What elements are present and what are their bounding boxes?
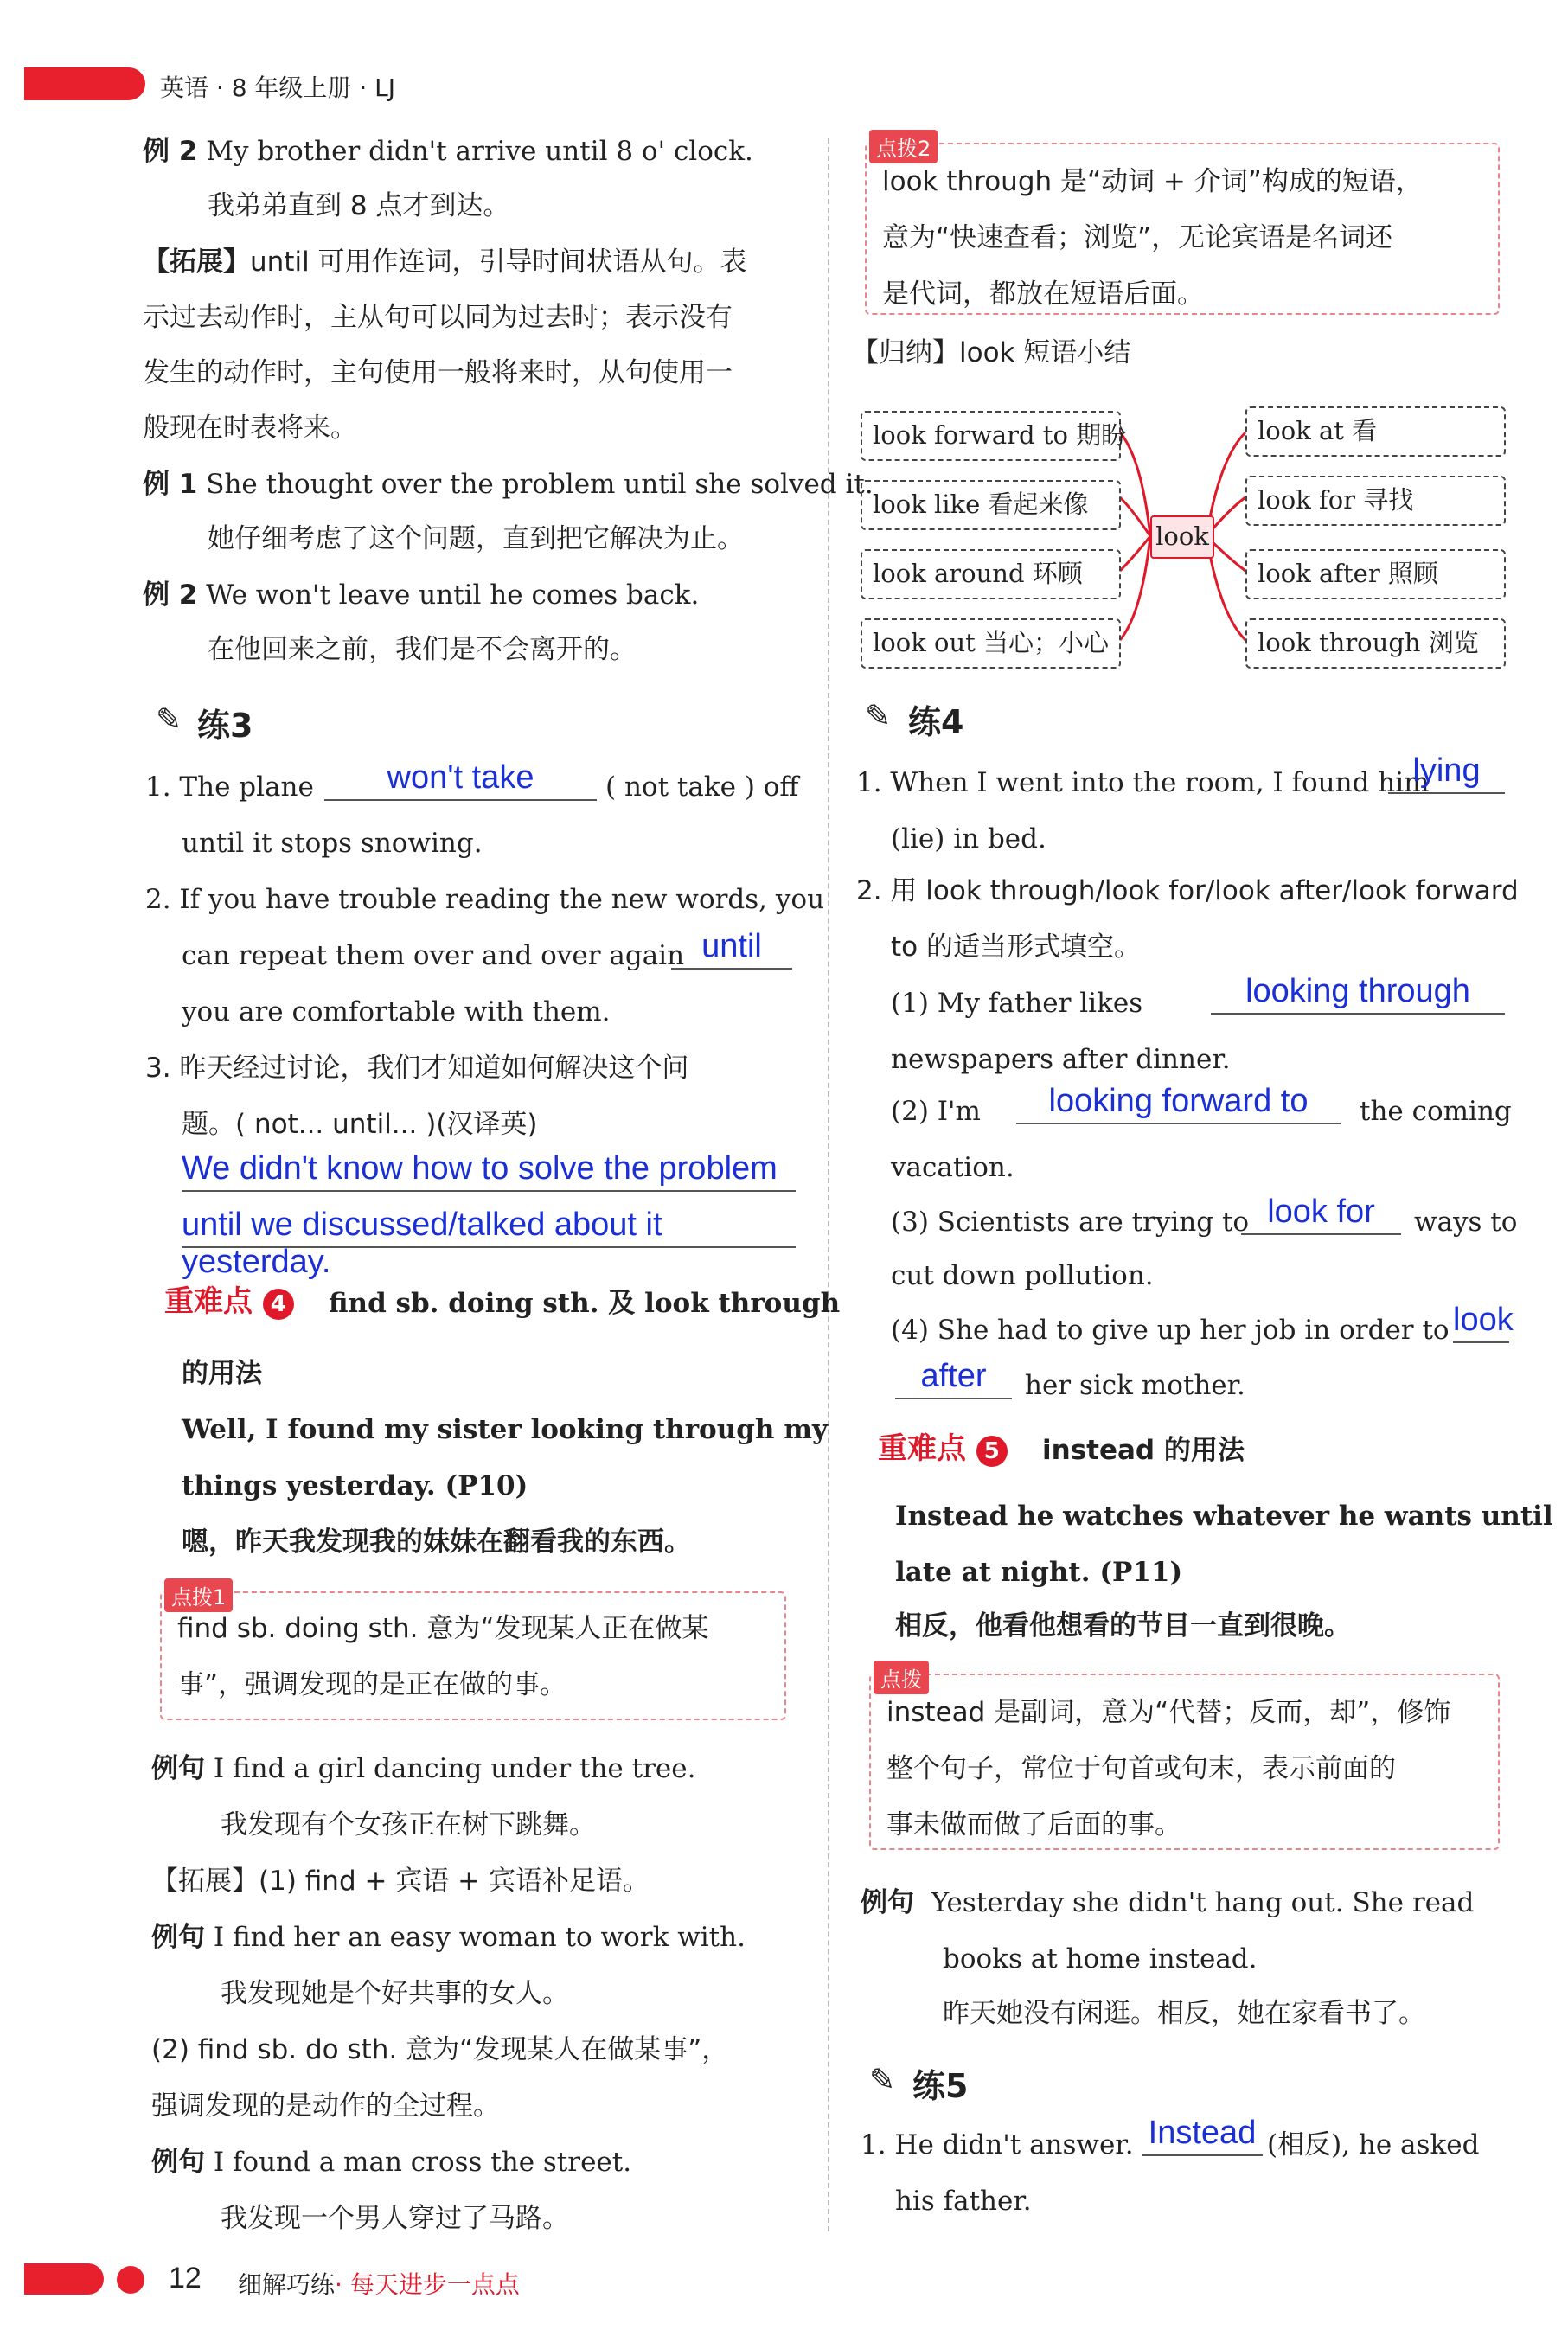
expand-line-4: 般现在时表将来。 — [143, 413, 357, 444]
r1-answer-field[interactable]: lying — [1388, 752, 1505, 794]
q2-line-3: you are comfortable with them. — [182, 996, 611, 1027]
r2c-line-2: cut down pollution. — [891, 1260, 1154, 1291]
r5-answer-field[interactable]: Instead — [1142, 2115, 1263, 2156]
look-map-center: look — [1150, 515, 1214, 559]
tip-3-line-3: 事未做而做了后面的事。 — [886, 1809, 1181, 1840]
map-look-forward-to: look forward to 期盼 — [861, 411, 1121, 461]
q2-answer-field[interactable]: until — [671, 928, 792, 970]
r2a-line-2: newspapers after dinner. — [891, 1044, 1231, 1075]
r2-line-2: to 的适当形式填空。 — [891, 931, 1141, 963]
r2b-post: the coming — [1360, 1096, 1512, 1127]
expand-3-line-1: (2) find sb. do sth. 意为“发现某人在做某事”， — [151, 2034, 729, 2065]
tip-1-line-1: find sb. doing sth. 意为“发现某人正在做某 — [177, 1613, 709, 1644]
example-2-en: 例 2 My brother didn't arrive until 8 o' clock. — [143, 136, 753, 167]
tip-3-label: 点拨 — [874, 1661, 929, 1694]
r1-line-2: (lie) in bed. — [891, 823, 1046, 855]
key-point-5-en-1: Instead he watches whatever he wants until — [895, 1501, 1553, 1532]
map-look-for: look for 寻找 — [1245, 476, 1506, 526]
q1-line-2: until it stops snowing. — [182, 828, 483, 859]
key-point-4-cn: 嗯，昨天我发现我的妹妹在翻看我的东西。 — [182, 1527, 691, 1558]
tip-2-line-2: 意为“快速查看；浏览”，无论宾语是名词还 — [882, 222, 1393, 253]
example-1b-en: 例 1 She thought over the problem until she solved it. — [143, 469, 874, 500]
r2b-line-1: (2) I'm — [891, 1096, 981, 1127]
q3-line-1: 3. 昨天经过讨论，我们才知道如何解决这个问 — [145, 1053, 689, 1084]
r2c-answer-field[interactable]: look for — [1241, 1194, 1401, 1235]
tip-2-label: 点拨2 — [869, 130, 938, 163]
map-look-at: look at 看 — [1245, 406, 1506, 457]
q1-line-1: 1. The plane — [145, 771, 314, 803]
summary-heading: 【归纳】look 短语小结 — [852, 337, 1131, 368]
page-number: 12 — [169, 2262, 202, 2295]
example-sentence-2: 例句 I find her an easy woman to work with. — [151, 1922, 746, 1953]
example-2-cn: 我弟弟直到 8 点才到达。 — [208, 190, 510, 221]
r2b-line-2: vacation. — [891, 1152, 1014, 1183]
exercise-3-heading: 练3 — [197, 707, 253, 745]
key-point-4-en-2: things yesterday. (P10) — [182, 1470, 528, 1501]
expand-line-1: 【拓展】until 可用作连词，引导时间状语从句。表 — [143, 246, 747, 278]
q2-line-1: 2. If you have trouble reading the new words, you — [145, 884, 825, 915]
column-divider — [828, 138, 829, 2231]
q1-post: ( not take ) off — [605, 771, 799, 803]
map-look-through: look through 浏览 — [1245, 618, 1506, 669]
q3-answer-line-2[interactable]: until we discussed/talked about it yesterday. — [182, 1207, 796, 1248]
example-2b-en: 例 2 We won't leave until he comes back. — [143, 579, 700, 611]
r2c-line-1: (3) Scientists are trying to — [891, 1207, 1250, 1238]
tip-2-line-1: look through 是“动词 + 介词”构成的短语， — [882, 166, 1423, 197]
footer-dot — [117, 2266, 144, 2294]
example-sentence-3-cn: 我发现一个男人穿过了马路。 — [221, 2203, 569, 2234]
key-point-4-title: find sb. doing sth. 及 look through — [329, 1288, 841, 1319]
r5-line-2: his father. — [895, 2186, 1032, 2217]
tip-1-label: 点拨1 — [164, 1578, 233, 1612]
example-sentence-1-cn: 我发现有个女孩正在树下跳舞。 — [221, 1809, 596, 1840]
r2d-post: her sick mother. — [1025, 1370, 1245, 1401]
footer-brand: 细解巧练· 每天进步一点点 — [238, 2270, 520, 2299]
example-sentence-r-2: books at home instead. — [943, 1943, 1258, 1975]
pencil-icon: ✎ — [865, 699, 892, 734]
header-title: 英语 · 8 年级上册 · LJ — [160, 74, 395, 102]
key-point-5-en-2: late at night. (P11) — [895, 1557, 1183, 1588]
example-1b-cn: 她仔细考虑了这个问题，直到把它解决为止。 — [208, 523, 744, 554]
q1-answer-field[interactable]: won't take — [324, 759, 597, 801]
footer-red-bar — [24, 2263, 104, 2295]
map-look-around: look around 环顾 — [861, 549, 1121, 599]
key-point-5-title: instead 的用法 — [1042, 1435, 1245, 1466]
example-2b-cn: 在他回来之前，我们是不会离开的。 — [208, 634, 637, 665]
q3-line-2: 题。( not... until... )(汉译英) — [182, 1109, 538, 1140]
r2a-line-1: (1) My father likes — [891, 988, 1143, 1019]
key-point-4-number: 4 — [263, 1289, 294, 1320]
tip-2-line-3: 是代词，都放在短语后面。 — [882, 278, 1204, 310]
pencil-icon: ✎ — [156, 702, 182, 738]
r2d-answer-field-2[interactable]: after — [895, 1358, 1012, 1399]
r5-line-1: 1. He didn't answer. — [861, 2129, 1134, 2160]
example-sentence-r: 例句 Yesterday she didn't hang out. She read — [861, 1887, 1475, 1918]
key-point-5-number: 5 — [976, 1436, 1008, 1467]
tip-3-line-1: instead 是副词，意为“代替；反而，却”，修饰 — [886, 1697, 1451, 1728]
r2d-line-1: (4) She had to give up her job in order to — [891, 1315, 1450, 1346]
r2d-answer-field-1[interactable]: look — [1453, 1302, 1509, 1343]
key-point-4-en-1: Well, I found my sister looking through my — [182, 1414, 829, 1445]
q3-answer-line-1[interactable]: We didn't know how to solve the problem — [182, 1150, 796, 1192]
expand-line-3: 发生的动作时，主句使用一般将来时，从句使用一 — [143, 357, 733, 388]
example-sentence-3: 例句 I found a man cross the street. — [151, 2147, 632, 2178]
example-sentence-r-cn: 昨天她没有闲逛。相反，她在家看书了。 — [943, 1998, 1425, 2029]
r2a-answer-field[interactable]: looking through — [1211, 973, 1505, 1015]
tip-1-line-2: 事”，强调发现的是正在做的事。 — [177, 1669, 567, 1700]
expand-line-2: 示过去动作时，主从句可以同为过去时；表示没有 — [143, 302, 733, 333]
r2b-answer-field[interactable]: looking forward to — [1016, 1083, 1341, 1124]
key-point-5-cn: 相反，他看他想看的节目一直到很晚。 — [895, 1610, 1351, 1642]
key-point-5-label: 重难点 5 — [878, 1431, 1008, 1467]
q2-line-2: can repeat them over and over again — [182, 940, 685, 971]
expand-2: 【拓展】(1) find + 宾语 + 宾语补足语。 — [151, 1866, 650, 1897]
map-look-after: look after 照顾 — [1245, 549, 1506, 599]
expand-3-line-2: 强调发现的是动作的全过程。 — [151, 2090, 500, 2122]
map-look-like: look like 看起来像 — [861, 480, 1121, 530]
r5-post: (相反), he asked — [1267, 2129, 1480, 2160]
r2-line-1: 2. 用 look through/look for/look after/look forward — [856, 875, 1519, 906]
key-point-4-title-2: 的用法 — [182, 1358, 262, 1389]
exercise-5-heading: 练5 — [912, 2067, 969, 2105]
map-look-out: look out 当心；小心 — [861, 618, 1121, 669]
example-sentence-1: 例句 I find a girl dancing under the tree. — [151, 1753, 696, 1784]
key-point-4-label: 重难点 4 — [164, 1284, 294, 1320]
r1-line-1: 1. When I went into the room, I found him — [856, 767, 1430, 798]
exercise-4-heading: 练4 — [908, 703, 964, 741]
pencil-icon: ✎ — [869, 2063, 896, 2098]
r2c-post: ways to — [1414, 1207, 1518, 1238]
tip-3-line-2: 整个句子，常位于句首或句末，表示前面的 — [886, 1753, 1396, 1784]
example-sentence-2-cn: 我发现她是个好共事的女人。 — [221, 1978, 569, 2009]
header-red-bar — [24, 67, 145, 100]
